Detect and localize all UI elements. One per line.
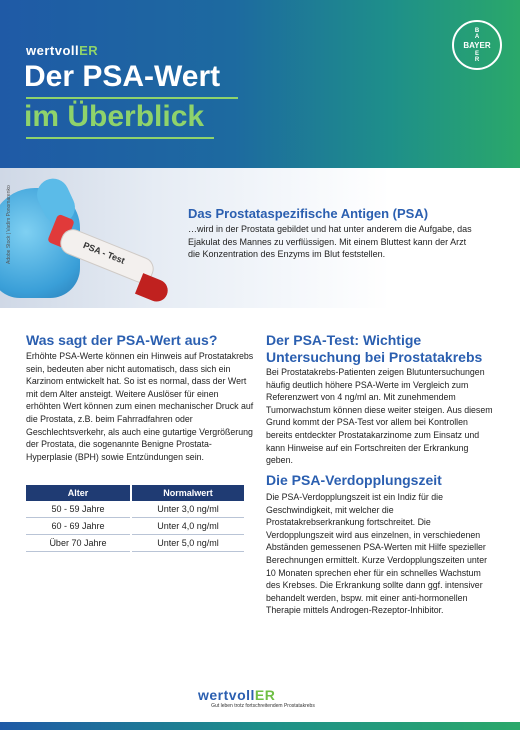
table-cell-age: 60 - 69 Jahre: [26, 518, 131, 535]
table-header-age: Alter: [26, 485, 131, 501]
right-section-text: Bei Prostatakrebs-Patienten zeigen Blutuntersuchungen häufig deutlich höhere PSA-Werte im Vergleich zum Referenzwert von 4 ng/ml an. Mit zunehmendem Tumorwachstum können diese weiter steigen. Aus diesem Grund kommt der PSA-Test vor allem bei Kontrollen bereits entdeckter Prostatakarzinome zum Einsatz und kann Hinweise auf ein Fortschreiten der Erkrankung geben.: [266, 367, 493, 466]
table-row: [26, 518, 244, 535]
title-underline: [26, 97, 238, 99]
photo-credit: Adobe Stock | Vadim Ponomarenko: [6, 185, 12, 264]
header-banner: [0, 0, 520, 168]
table-row: [26, 535, 244, 552]
blood-sample: [135, 273, 171, 305]
svg-text:A: A: [474, 34, 480, 40]
table-header-normal: Normalwert: [131, 485, 244, 501]
table-cell-value: Unter 3,0 ng/ml: [131, 501, 244, 518]
footer-brand-logo: wertvollER: [198, 687, 276, 703]
brand-logo: wertvollER: [26, 43, 99, 58]
left-section-text: Erhöhte PSA-Werte können ein Hinweis auf Prostatakrebs sein, bedeuten aber nicht automatisch, dass sich ein Karzinom entwickelt hat. So ist es normal, dass der Wert mit dem Alter ansteigt. Weitere Auslöser für einen erhöhten Wert können zum einen mechanischer Druck auf die Prostata, z.B. beim Fahrradfahren oder Geschlechtsverkehr, als auch eine gutartige Vergrößerung der Prostata, die sogenannte Benigne Prostata-Hyperplasie (BPH) sowie Entzündungen sein.: [26, 351, 254, 462]
table-cell-age: Über 70 Jahre: [26, 535, 131, 552]
intro-text: …wird in der Prostata gebildet und hat unter anderem die Aufgabe, das Ejakulat des Mannes zu verflüssigen. Mit einem Bluttest kann der Arzt die Konzentration des Enzyms im Blut feststellen.: [188, 224, 472, 259]
footer-tagline: Gut leben trotz fortschreitendem Prostatakrebs: [211, 703, 315, 709]
table-cell-value: Unter 5,0 ng/ml: [131, 535, 244, 552]
footer-bar: [0, 722, 520, 730]
page-title-line1: Der PSA-Wert: [24, 60, 221, 93]
table-header-row: [26, 485, 244, 501]
svg-text:BAYER: BAYER: [463, 41, 491, 50]
intro-heading: Das Prostataspezifische Antigen (PSA): [188, 206, 429, 221]
tube-label: PSA - Test: [81, 240, 127, 266]
psa-normal-values-table: [26, 485, 244, 552]
doubling-time-text: Die PSA-Verdopplungszeit ist ein Indiz für die Geschwindigkeit, mit welcher die Prostatakrebserkrankung fortschreitet. Die Verdopplungszeit wird aus einzelnen, in verschiedenen Abständen gemessenen PSA-Werten mit Hilfe spezieller Berechnungen ermittelt. Kurze Verdopplungszeiten unter 10 Monaten sprechen eher für ein schnelles Wachstum des Krebses. Die Erkrankung sollte dann ggf. intensiver behandelt werden, bspw. mit einer anti-hormonellen Therapie mittels Androgen-Rezeptor-Inhibitor.: [266, 492, 488, 616]
svg-text:E: E: [474, 51, 480, 57]
left-section-heading: Was sagt der PSA-Wert aus?: [26, 332, 218, 348]
svg-text:R: R: [474, 57, 480, 63]
right-section-heading: Der PSA-Test: Wichtige Untersuchung bei Prostatakrebs: [266, 332, 483, 365]
title-underline: [26, 137, 214, 139]
table-cell-value: Unter 4,0 ng/ml: [131, 518, 244, 535]
bayer-logo: [452, 20, 502, 70]
svg-text:B: B: [474, 28, 480, 34]
doubling-time-heading: Die PSA-Verdopplungszeit: [266, 472, 442, 488]
table-cell-age: 50 - 59 Jahre: [26, 501, 131, 518]
table-row: [26, 501, 244, 518]
page-title-line2: im Überblick: [24, 100, 205, 133]
